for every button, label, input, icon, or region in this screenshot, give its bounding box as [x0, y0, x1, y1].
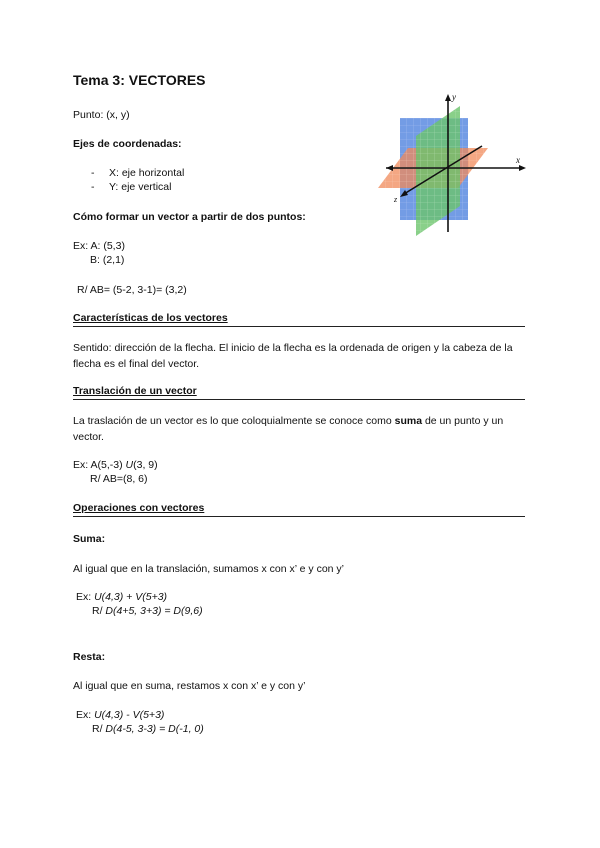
suma-result-prefix: R/	[92, 605, 106, 617]
translacion-ex-prefix: Ex: A(5,-3)	[73, 459, 126, 471]
como-formar-result: R/ AB= (5-2, 3-1)= (3,2)	[77, 284, 187, 296]
section-translacion-title: Translación de un vector	[73, 385, 197, 397]
x-axis-arrow-icon	[519, 165, 526, 171]
resta-ex-expression: U(4,3) - V(5+3)	[94, 709, 165, 721]
como-formar-ex-a: Ex: A: (5,3)	[73, 240, 125, 252]
section-caracteristicas-title: Características de los vectores	[73, 312, 228, 324]
x-axis-back-arrow-icon	[386, 165, 393, 171]
como-formar-ex-b: B: (2,1)	[90, 254, 125, 266]
suma-result	[92, 605, 203, 618]
ejes-item-x: X: eje horizontal	[109, 167, 185, 179]
suma-text: Al igual que en la translación, sumamos x con x’ e y con y’	[73, 563, 344, 575]
resta-ex-prefix: Ex:	[76, 709, 95, 721]
section-operaciones-title: Operaciones con vectores	[73, 502, 205, 514]
suma-ex-prefix: Ex:	[76, 591, 95, 603]
suma-ex-expression: U(4,3) + V(5+3)	[94, 591, 168, 603]
coordinate-planes-figure	[364, 90, 534, 240]
como-formar-heading: Cómo formar un vector a partir de dos puntos:	[73, 211, 306, 223]
resta-result	[92, 723, 204, 736]
suma-example	[76, 591, 167, 604]
section-translacion	[73, 385, 525, 400]
translacion-ex-vector: U	[125, 459, 134, 471]
translacion-example	[73, 459, 158, 472]
punto-text: Punto: (x, y)	[73, 109, 130, 121]
ejes-item-dash: -	[91, 181, 95, 193]
resta-heading: Resta:	[73, 651, 106, 663]
axis-z-label: z	[394, 195, 398, 204]
y-axis-arrow-icon	[445, 94, 451, 101]
translacion-paragraph	[73, 413, 525, 445]
translacion-text-bold: suma	[394, 415, 423, 427]
section-operaciones	[73, 502, 525, 517]
ejes-heading: Ejes de coordenadas:	[73, 138, 182, 150]
ejes-item-y: Y: eje vertical	[109, 181, 172, 193]
axis-x-label: x	[516, 155, 520, 165]
translacion-text-after: de un punto y un vector.	[73, 415, 504, 443]
page-title: Tema 3: VECTORES	[73, 72, 206, 88]
resta-text: Al igual que en suma, restamos x con x’ e y con y’	[73, 680, 306, 692]
ejes-item-dash: -	[91, 167, 95, 179]
translacion-ex-rest: (3, 9)	[133, 459, 158, 471]
axis-y-label: y	[452, 92, 456, 102]
translacion-text-before: La traslación de un vector es lo que coloquialmente se conoce como	[73, 415, 395, 427]
caracteristicas-paragraph: Sentido: dirección de la flecha. El inicio de la flecha es la ordenada de origen y la cabeza de la flecha es el final del vector.	[73, 342, 513, 370]
translacion-result: R/ AB=(8, 6)	[90, 473, 148, 485]
resta-result-prefix: R/	[92, 723, 106, 735]
resta-result-expression: D(4-5, 3-3) = D(-1, 0)	[105, 723, 204, 735]
resta-example	[76, 709, 164, 722]
suma-heading: Suma:	[73, 533, 106, 545]
suma-result-expression: D(4+5, 3+3) = D(9,6)	[105, 605, 203, 617]
section-caracteristicas	[73, 312, 525, 327]
